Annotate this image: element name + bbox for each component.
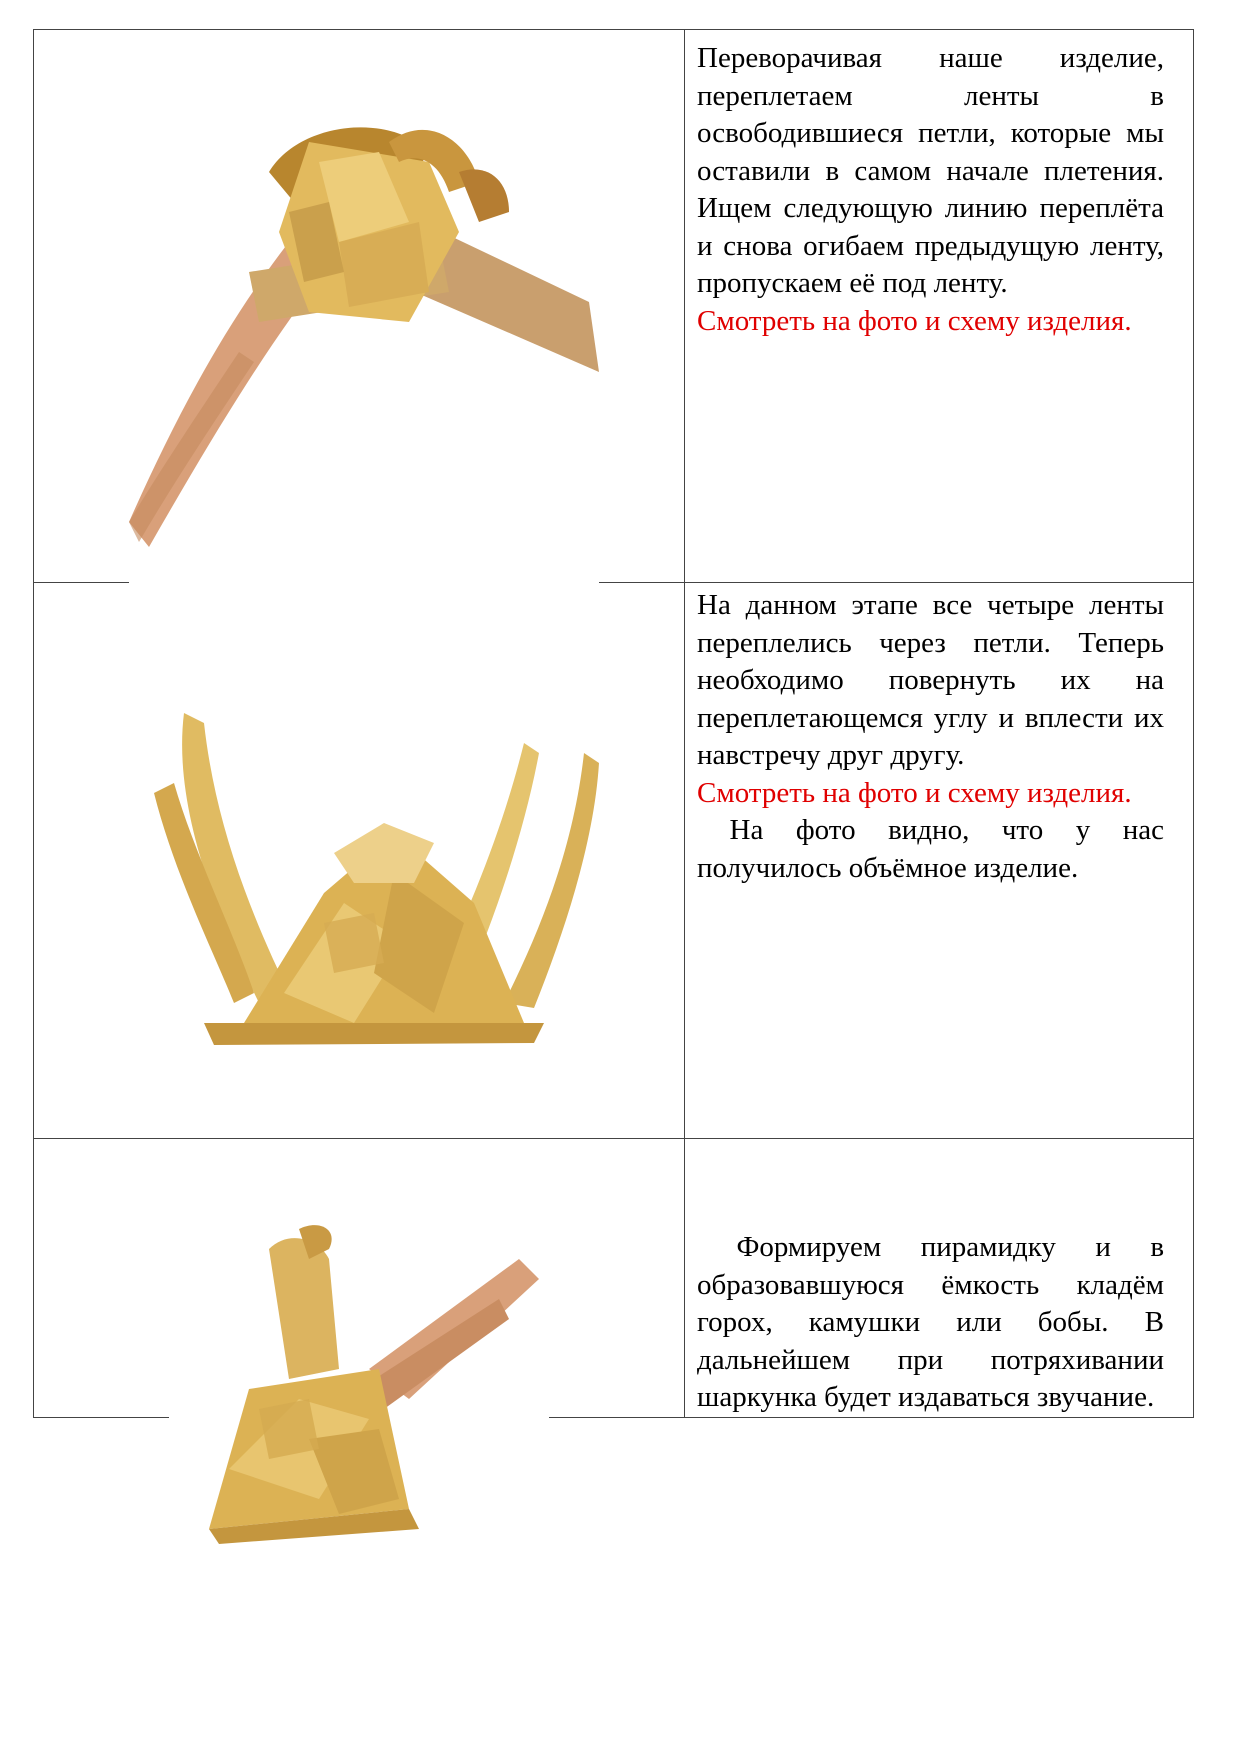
step-description: На данном этапе все четыре ленты переплелись через петли. Теперь необходимо повернуть их на переплетающемся углу и вплести их навстречу друг другу. bbox=[697, 589, 1164, 771]
view-photo-link[interactable]: Смотреть на фото и схему изделия. bbox=[697, 776, 1132, 809]
photo-cell bbox=[34, 30, 685, 583]
photo-cell bbox=[34, 1139, 685, 1418]
table-row bbox=[34, 30, 1194, 583]
view-photo-link[interactable]: Смотреть на фото и схему изделия. bbox=[697, 304, 1132, 337]
step-description: Формируем пирамидку и в образовавшуюся ёмкость кладём горох, камушки или бобы. В дальнейшем при потряхивании шаркунка будет издаваться звучание. bbox=[697, 1231, 1172, 1413]
instruction-table bbox=[33, 29, 1194, 1418]
weaving-photo-1 bbox=[129, 52, 599, 592]
weaving-photo-2 bbox=[144, 673, 624, 1073]
weaving-photo-3 bbox=[169, 1169, 549, 1609]
step-note: На фото видно, что у нас получилось объёмное изделие. bbox=[697, 814, 1172, 884]
text-cell bbox=[685, 30, 1194, 583]
photo-cell bbox=[34, 583, 685, 1139]
step-description: Переворачивая наше изделие, переплетаем ленты в освободившиеся петли, которые мы оставили в самом начале плетения. Ищем следующую линию переплёта и снова огибаем предыдущую ленту, пропускаем её под ленту. bbox=[697, 42, 1164, 299]
text-cell bbox=[685, 1139, 1194, 1418]
table-row bbox=[34, 583, 1194, 1139]
text-cell bbox=[685, 583, 1194, 1139]
table-row bbox=[34, 1139, 1194, 1418]
